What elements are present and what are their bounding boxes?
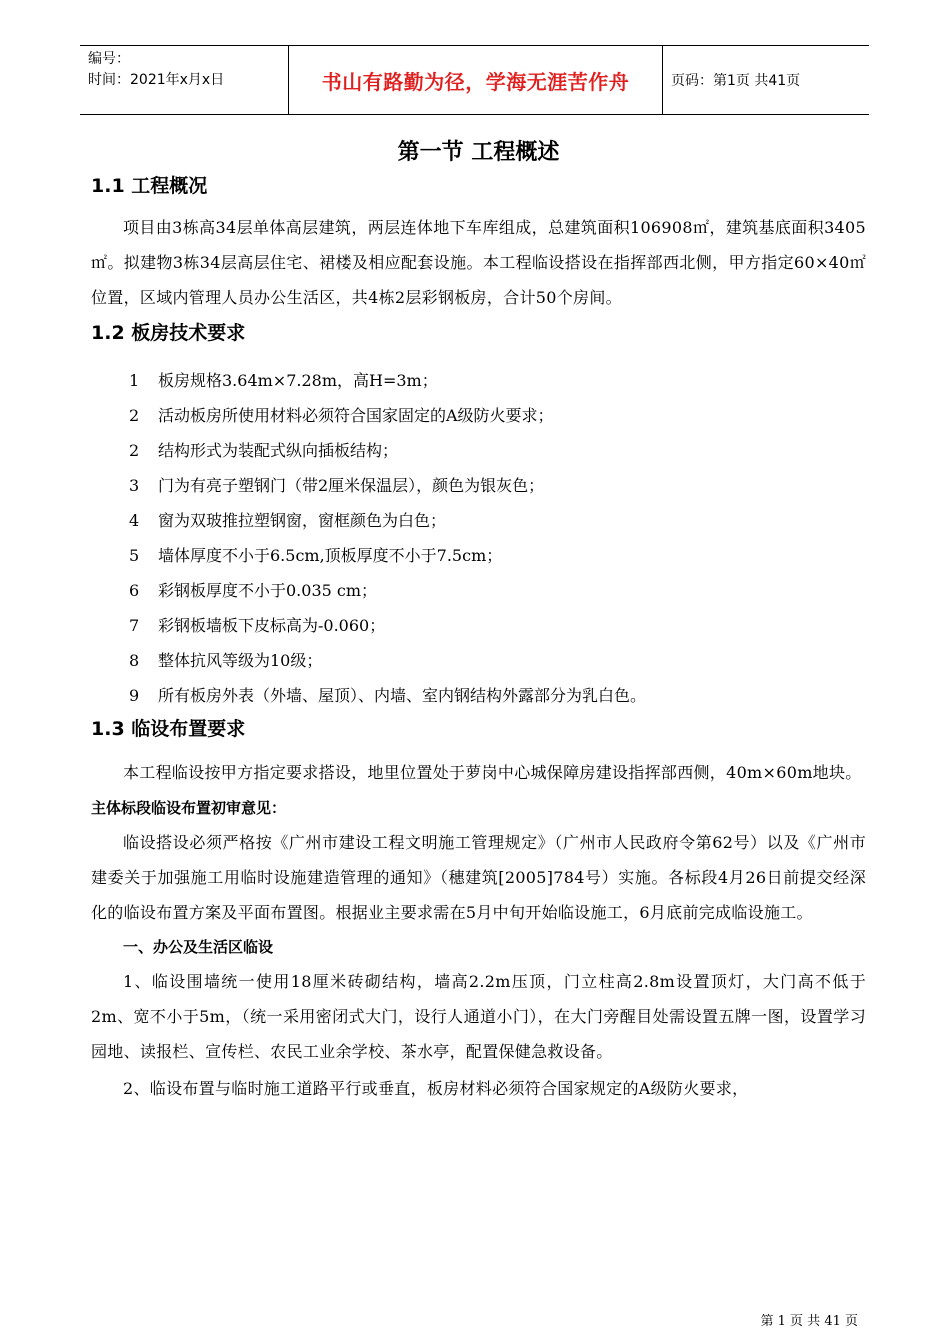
time-label: 时间：2021年x月x日: [88, 72, 225, 88]
list-item: 6 彩钢板厚度不小于0.035 cm；: [129, 581, 378, 600]
office-paragraph-1: 1、临设围墙统一使用18厘米砖砌结构，墙高2.2m压顶，门立柱高2.8m设置顶灯，大门高不低于2m、宽不小于5m，（统一采用密闭式大门，设行人通道小门），在大门旁醒目处需设置五牌一图，设置学习园地、读报栏、宣传栏、农民工业余学校、茶水亭，配置保健急救设备。: [91, 972, 866, 1061]
list-item: 4 窗为双玻推拉塑钢窗，窗框颜色为白色；: [129, 511, 447, 530]
header-motto-cell: [288, 46, 663, 114]
layout-paragraph: 本工程临设按甲方指定要求搭设，地里位置处于萝岗中心城保障房建设指挥部西侧，40m×60m地块。: [123, 763, 862, 782]
header-meta: [80, 46, 288, 114]
document-body: [91, 130, 866, 1106]
heading-1-2: 1.2 板房技术要求: [91, 322, 246, 344]
list-item: 3 门为有亮子塑钢门（带2厘米保温层），颜色为银灰色；: [129, 476, 545, 495]
section-title: 第一节 工程概述: [397, 140, 560, 165]
document-header: [80, 45, 869, 115]
header-page-cell: [663, 46, 869, 114]
list-item: 2 活动板房所使用材料必须符合国家固定的A级防火要求；: [129, 406, 554, 425]
requirements-list: [91, 363, 866, 713]
heading-1-3: 1.3 临设布置要求: [91, 718, 246, 740]
page-footer: 第 1 页 共 41 页: [760, 1314, 858, 1329]
office-paragraph-2: 2、临设布置与临时施工道路平行或垂直，板房材料必须符合国家规定的A级防火要求，: [123, 1079, 749, 1098]
motto-text: 书山有路勤为径，学海无涯苦作舟: [321, 69, 630, 94]
list-item: 9 所有板房外表（外墙、屋顶）、内墙、室内钢结构外露部分为乳白色。: [129, 686, 647, 705]
list-item: 1 板房规格3.64m×7.28m，高H=3m；: [129, 371, 438, 390]
list-item: 7 彩钢板墙板下皮标高为-0.060；: [129, 616, 386, 635]
heading-1-1: 1.1 工程概况: [91, 175, 208, 197]
list-item: 8 整体抗风等级为10级；: [129, 651, 323, 670]
page-info: 页码：第1页 共41页: [671, 73, 801, 89]
overview-paragraph: 项目由3栋高34层单体高层建筑，两层连体地下车库组成，总建筑面积106908㎡，建筑基底面积3405㎡。拟建物3栋34层高层住宅、裙楼及相应配套设施。本工程临设搭设在指挥部西北侧，甲方指定60×40㎡位置，区域内管理人员办公生活区，共4栋2层彩钢板房，合计50个房间。: [91, 218, 866, 307]
list-item: 5 墙体厚度不小于6.5cm,顶板厚度不小于7.5cm；: [129, 546, 503, 565]
list-item: 2 结构形式为装配式纵向插板结构；: [129, 441, 399, 460]
number-label: 编号：: [88, 51, 130, 67]
review-paragraph: 临设搭设必须严格按《广州市建设工程文明施工管理规定》（广州市人民政府令第62号）以及《广州市建委关于加强施工用临时设施建造管理的通知》（穗建筑[2005]784号）实施。各标段4月26日前提交经深化的临设布置方案及平面布置图。根据业主要求需在5月中旬开始临设施工，6月底前完成临设施工。: [91, 833, 866, 922]
office-subheading: 一、办公及生活区临设: [123, 938, 274, 956]
review-subheading: 主体标段临设布置初审意见：: [91, 799, 287, 817]
